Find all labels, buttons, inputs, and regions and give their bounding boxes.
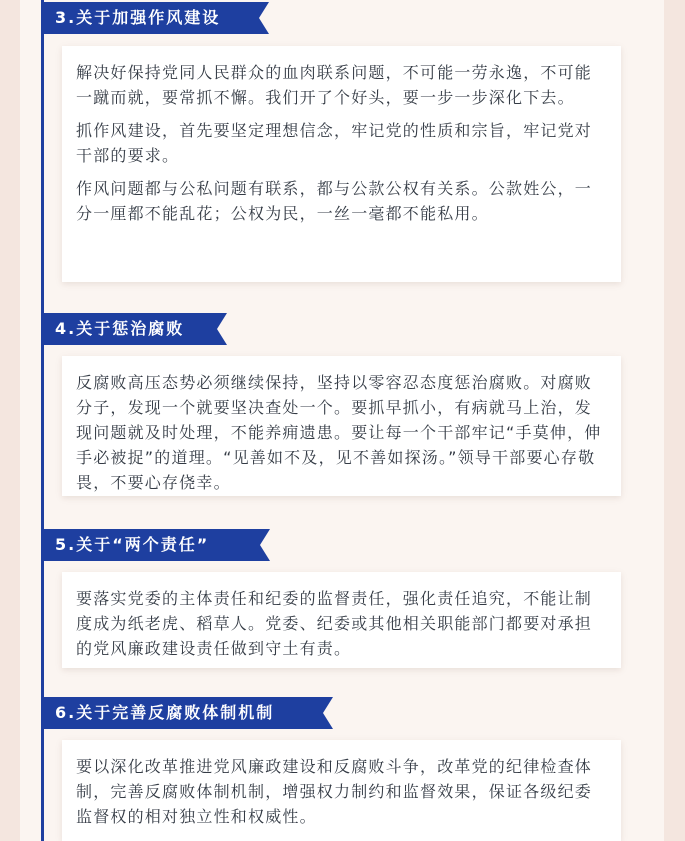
chevron-decoration bbox=[213, 313, 227, 345]
section-title: 5.关于“两个责任” bbox=[55, 535, 210, 554]
section-header-3 bbox=[41, 2, 255, 34]
section-title: 3.关于加强作风建设 bbox=[55, 8, 221, 27]
chevron-decoration bbox=[319, 697, 333, 729]
chevron-decoration bbox=[256, 529, 270, 561]
section-header-5 bbox=[41, 529, 256, 561]
paragraph: 作风问题都与公私问题有联系，都与公款公权有关系。公款姓公，一分一厘都不能乱花；公权为民，一丝一毫都不能私用。 bbox=[76, 179, 593, 223]
section-card-6 bbox=[62, 740, 621, 841]
section-card-4 bbox=[62, 356, 621, 496]
section-header-4 bbox=[41, 313, 213, 345]
paragraph: 要以深化改革推进党风廉政建设和反腐败斗争，改革党的纪律检查体制，完善反腐败体制机制，增强权力制约和监督效果，保证各级纪委监督权的相对独立性和权威性。 bbox=[76, 757, 593, 826]
section-header-6 bbox=[41, 697, 319, 729]
section-card-3 bbox=[62, 46, 621, 282]
section-title: 6.关于完善反腐败体制机制 bbox=[55, 703, 275, 722]
paragraph: 解决好保持党同人民群众的血肉联系问题，不可能一劳永逸，不可能一蹴而就，要常抓不懈。我们开了个好头，要一步一步深化下去。 bbox=[76, 63, 593, 107]
paragraph: 要落实党委的主体责任和纪委的监督责任，强化责任追究，不能让制度成为纸老虎、稻草人。党委、纪委或其他相关职能部门都要对承担的党风廉政建设责任做到守土有责。 bbox=[76, 589, 593, 658]
section-card-5 bbox=[62, 572, 621, 668]
paragraph: 抓作风建设，首先要坚定理想信念，牢记党的性质和宗旨，牢记党对干部的要求。 bbox=[76, 121, 593, 165]
paragraph: 反腐败高压态势必须继续保持，坚持以零容忍态度惩治腐败。对腐败分子，发现一个就要坚决查处一个。要抓早抓小，有病就马上治，发现问题就及时处理，不能养痈遗患。要让每一个干部牢记“手莫伸，伸手必被捉”的道理。“见善如不及，见不善如探汤。”领导干部要心存敬畏，不要心存侥幸。 bbox=[76, 373, 602, 492]
chevron-decoration bbox=[255, 2, 269, 34]
section-title: 4.关于惩治腐败 bbox=[55, 319, 185, 338]
